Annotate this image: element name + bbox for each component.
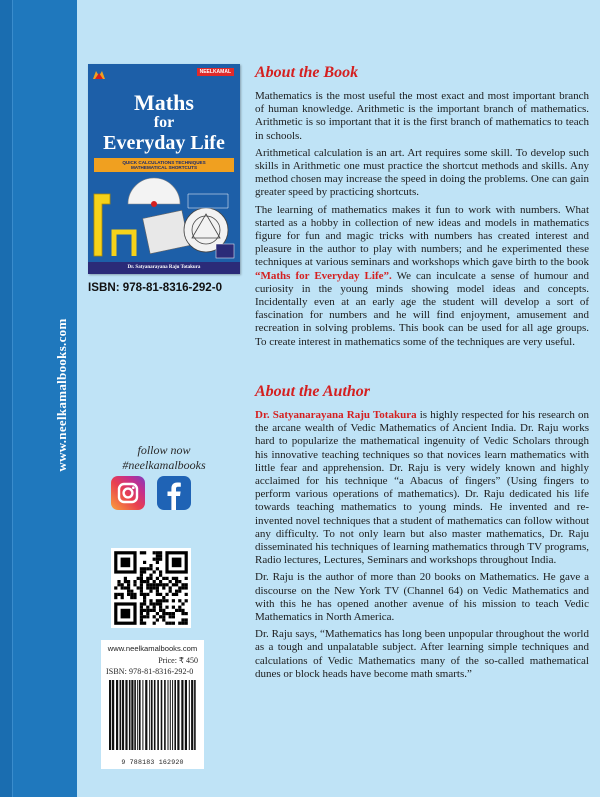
instagram-icon[interactable] (111, 476, 145, 510)
barcode-digits: 9 788183 162920 (121, 759, 184, 766)
about-author-heading: About the Author (255, 383, 371, 400)
about-book-heading: About the Book (255, 64, 359, 81)
front-cover-thumbnail (88, 64, 240, 274)
barcode-sticker (101, 640, 204, 769)
p3-text-after: We can inculcate a sense of humour and curiosity in the young minds showing model ideas and concepts. Incidentally even at an early age the student will develop a sort of fascination for numbers and he will find enjoyment, amusement and recreation in solving problems. This book can be used for all age groups. To create interest in mathematics some of the techniques are very useful. (255, 269, 589, 348)
barcode-url: www.neelkamalbooks.com (107, 644, 198, 653)
cover-subtitle-line2: MATHEMATICAL SHORTCUTS (130, 165, 198, 171)
qr-code-graphic (111, 548, 191, 628)
cover-publisher: NEELKAMAL (197, 68, 234, 76)
about-author-paragraph-3: Dr. Raju says, “Mathematics has long been unpopular throughout the world as a tough and unpalatable subject. After learning simple techniques and calculations of Vedic Mathematics many of the so-called mathematical dunes or block heads have become math smarts.” (255, 628, 589, 680)
facebook-glyph (157, 476, 191, 510)
cover-artwork (88, 174, 240, 262)
follow-hashtag: #neelkamalbooks (122, 458, 206, 472)
cover-title-line3: Everyday Life (103, 132, 225, 154)
cover-author: Dr. Satyanarayana Raju Totakura (88, 262, 240, 274)
facebook-icon[interactable] (157, 476, 191, 510)
about-author-section (255, 383, 589, 685)
author-p1-text: is highly respected for his research on the arcane wealth of Vedic Mathematics of Ancient India. Dr. Raju works hard to popularize the mathematical ingenuity of Vedic Scholars through his innovative teaching techniques so that novices learn mathematics with little fear and apprehension. Dr. Raju is very widely known and highly acclaimed for his technique “a Abacus of fingers” (Using fingers to perform various operations of mathematics). Dr. Raju dedicated his life towards teaching mathematics to young minds. He invented and re-invented novel techniques that a student of mathematics can follow without any difficulty. To not only learn but also master mathematics, Dr. Raju disseminated his techniques of learning mathematics through TV programs, Radio lectures, Lectures, Seminars and workshops throughout India. (255, 409, 589, 567)
spine-edge (0, 0, 13, 797)
about-book-paragraph-1: Mathematics is the most useful the most exact and most important branch of human knowledge. Arithmetic is the important branch of mathematics. Arithmetic is so important that it is the first branch of mathematics to teach in schools. (255, 90, 589, 142)
spine-website-url: www.neelkamalbooks.com (54, 318, 69, 472)
book-spine (0, 0, 77, 797)
cover-title-line1: Maths (134, 90, 194, 115)
follow-line1: follow now (137, 443, 191, 457)
author-name-highlight: Dr. Satyanarayana Raju Totakura (255, 409, 417, 421)
cover-subtitle-line1: QUICK CALCULATIONS TECHNIQUES (122, 160, 206, 165)
about-author-paragraph-2: Dr. Raju is the author of more than 20 books on Mathematics. He gave a discourse on the New York TV (Channel 64) on Vedic Mathematics and with this he has opened another avenue of his mission to teach Vedic Mathematics in North America. (255, 571, 589, 624)
about-book-paragraph-3 (255, 204, 589, 349)
about-author-paragraph-1 (255, 409, 589, 567)
instagram-glyph (111, 476, 145, 510)
cover-title-line2: for (153, 114, 175, 131)
p3-text-before: The learning of mathematics makes it fun to work with numbers. What started as a hobby in collection of new ideas and models in mathematics figure for fun and magic tricks with numbers has created interest and pleasure in the author to play with numbers; and he experimented these techniques at various seminars and workshops which gave birth to the book (255, 203, 589, 269)
follow-text (102, 443, 226, 473)
barcode-graphic (107, 680, 198, 750)
about-book-paragraph-2: Arithmetical calculation is an art. Art requires some skill. To develop such skills in Arithmetic one must practice the shortcut methods and skills. Any method chosen may increase the speed in doing the problems. One can gain greater speed by practicing shortcuts. (255, 146, 589, 199)
isbn-label: ISBN: 978-81-8316-292-0 (88, 281, 223, 294)
about-book-section (255, 64, 589, 353)
cover-subtitle (88, 160, 240, 171)
qr-code[interactable] (111, 548, 191, 628)
publisher-logo-icon (92, 69, 106, 81)
barcode-isbn: ISBN: 978-81-8316-292-0 (106, 667, 194, 676)
book-title-highlight: “Maths for Everyday Life”. (255, 269, 392, 282)
price-label: Price: ₹ 450 (158, 656, 198, 665)
